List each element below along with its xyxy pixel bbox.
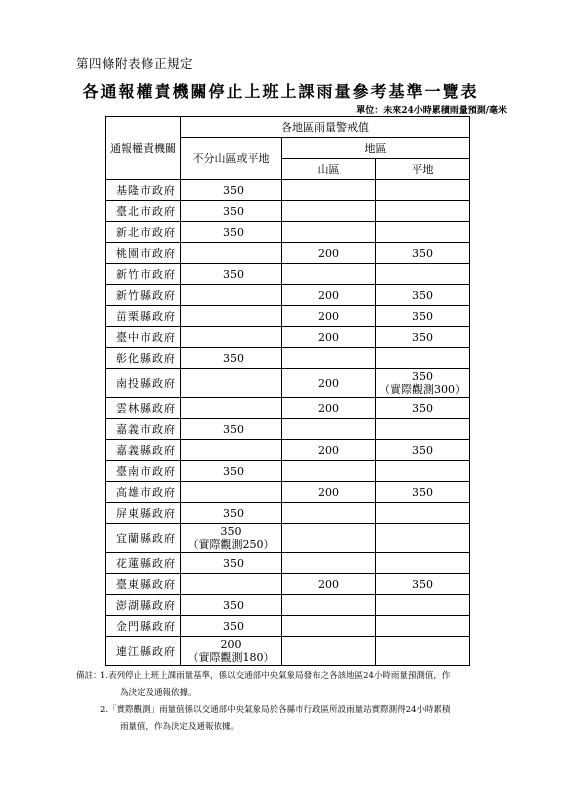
agency-cell: 臺中市政府 bbox=[106, 327, 181, 348]
table-row bbox=[106, 524, 470, 553]
notes-label: 備註： bbox=[76, 671, 102, 681]
no-split-value: 350 bbox=[220, 525, 242, 538]
no-split-value-cell bbox=[181, 595, 282, 616]
note-item bbox=[76, 668, 516, 702]
mountain-value-cell bbox=[282, 637, 376, 666]
plain-value-cell bbox=[376, 637, 470, 666]
mountain-value-cell bbox=[282, 595, 376, 616]
document-heading: 第四條附表修正規定 bbox=[76, 56, 194, 71]
plain-value: 350 bbox=[412, 401, 434, 415]
no-split-value-cell bbox=[181, 285, 282, 306]
observed-note: （實際觀測180） bbox=[187, 651, 275, 664]
plain-value-cell bbox=[376, 222, 470, 243]
agency-cell: 嘉義縣政府 bbox=[106, 440, 181, 461]
plain-value-cell bbox=[376, 440, 470, 461]
no-split-value: 350 bbox=[223, 422, 244, 436]
no-split-value-cell bbox=[181, 264, 282, 285]
table-row bbox=[106, 637, 470, 666]
mountain-value-cell bbox=[282, 553, 376, 574]
mountain-value-cell bbox=[282, 461, 376, 482]
plain-value-cell bbox=[376, 398, 470, 419]
no-split-value: 350 bbox=[223, 204, 244, 218]
header-no-split: 不分山區或平地 bbox=[181, 138, 282, 180]
plain-value-cell bbox=[376, 180, 470, 201]
plain-value-cell bbox=[376, 348, 470, 369]
table-body bbox=[106, 180, 470, 666]
agency-cell: 南投縣政府 bbox=[106, 369, 181, 398]
table-row bbox=[106, 461, 470, 482]
table-row bbox=[106, 553, 470, 574]
table-row bbox=[106, 398, 470, 419]
no-split-value-cell bbox=[181, 440, 282, 461]
notes-section bbox=[76, 668, 516, 736]
mountain-value-cell: 200 bbox=[282, 574, 376, 595]
no-split-value-cell bbox=[181, 482, 282, 503]
note-text-continued: 雨量值，作為決定及通報依據。 bbox=[120, 722, 240, 732]
table-row bbox=[106, 327, 470, 348]
plain-value-cell bbox=[376, 574, 470, 595]
agency-cell: 臺東縣政府 bbox=[106, 574, 181, 595]
no-split-value-cell bbox=[181, 461, 282, 482]
no-split-value: 350 bbox=[223, 267, 244, 281]
agency-cell: 高雄市政府 bbox=[106, 482, 181, 503]
mountain-value-cell bbox=[282, 503, 376, 524]
agency-cell: 連江縣政府 bbox=[106, 637, 181, 666]
no-split-value-cell bbox=[181, 180, 282, 201]
no-split-value: 350 bbox=[223, 183, 244, 197]
note-text-continued: 為決定及通報依據。 bbox=[120, 688, 197, 698]
agency-cell: 新竹市政府 bbox=[106, 264, 181, 285]
plain-value-cell bbox=[376, 616, 470, 637]
table-row bbox=[106, 201, 470, 222]
header-plain: 平地 bbox=[376, 159, 470, 180]
plain-value-cell bbox=[376, 503, 470, 524]
plain-value: 350 bbox=[412, 288, 434, 302]
mountain-value-cell: 200 bbox=[282, 482, 376, 503]
plain-value-cell bbox=[376, 553, 470, 574]
no-split-value-cell bbox=[181, 419, 282, 440]
observed-note: （實際觀測300） bbox=[379, 383, 467, 396]
note-text: 2.「實際觀測」雨量值係以交通部中央氣象局於各縣市行政區所設雨量站實際測得24小時累積 bbox=[100, 705, 451, 715]
agency-cell: 花蓮縣政府 bbox=[106, 553, 181, 574]
no-split-value-cell bbox=[181, 306, 282, 327]
no-split-value: 350 bbox=[223, 506, 244, 520]
plain-value: 350 bbox=[412, 577, 434, 591]
plain-value-cell bbox=[376, 201, 470, 222]
table-row bbox=[106, 369, 470, 398]
agency-cell: 雲林縣政府 bbox=[106, 398, 181, 419]
document-title: 各通報權責機關停止上班上課雨量參考基準一覽表 bbox=[82, 82, 479, 101]
mountain-value-cell: 200 bbox=[282, 285, 376, 306]
agency-cell: 苗栗縣政府 bbox=[106, 306, 181, 327]
plain-value-cell bbox=[376, 243, 470, 264]
rainfall-threshold-table bbox=[105, 116, 470, 666]
no-split-value-cell bbox=[181, 553, 282, 574]
no-split-value-cell bbox=[181, 201, 282, 222]
header-mountain: 山區 bbox=[282, 159, 376, 180]
plain-value: 350 bbox=[412, 309, 434, 323]
plain-value-cell bbox=[376, 306, 470, 327]
no-split-value-cell bbox=[181, 524, 282, 553]
table-row bbox=[106, 180, 470, 201]
mountain-value-cell bbox=[282, 222, 376, 243]
plain-value: 350 bbox=[412, 246, 434, 260]
mountain-value-cell: 200 bbox=[282, 243, 376, 264]
plain-value-cell bbox=[376, 327, 470, 348]
table-row bbox=[106, 306, 470, 327]
no-split-value-cell bbox=[181, 398, 282, 419]
plain-value-cell bbox=[376, 419, 470, 440]
plain-value-cell bbox=[376, 524, 470, 553]
note-text: 1.表列停止上班上課雨量基準，係以交通部中央氣象局發布之各該地區24小時雨量預測值，作 bbox=[100, 671, 451, 681]
table-row bbox=[106, 503, 470, 524]
no-split-value-cell bbox=[181, 637, 282, 666]
plain-value-cell bbox=[376, 369, 470, 398]
mountain-value-cell: 200 bbox=[282, 306, 376, 327]
table-row bbox=[106, 595, 470, 616]
agency-cell: 屏東縣政府 bbox=[106, 503, 181, 524]
table-row bbox=[106, 616, 470, 637]
agency-cell: 基隆市政府 bbox=[106, 180, 181, 201]
mountain-value-cell bbox=[282, 264, 376, 285]
table-row bbox=[106, 264, 470, 285]
observed-note: （實際觀測250） bbox=[187, 538, 275, 551]
table-row bbox=[106, 419, 470, 440]
plain-value-cell bbox=[376, 595, 470, 616]
no-split-value: 350 bbox=[223, 464, 244, 478]
note-item bbox=[76, 702, 516, 736]
plain-value: 350 bbox=[412, 485, 434, 499]
mountain-value-cell bbox=[282, 419, 376, 440]
no-split-value-cell bbox=[181, 243, 282, 264]
no-split-value-cell bbox=[181, 327, 282, 348]
plain-value-cell bbox=[376, 461, 470, 482]
plain-value: 350 bbox=[412, 370, 434, 383]
header-region: 地區 bbox=[282, 138, 470, 159]
no-split-value-cell bbox=[181, 574, 282, 595]
plain-value-cell bbox=[376, 482, 470, 503]
table-row bbox=[106, 574, 470, 595]
table-row bbox=[106, 285, 470, 306]
mountain-value-cell bbox=[282, 616, 376, 637]
agency-cell: 嘉義市政府 bbox=[106, 419, 181, 440]
agency-cell: 臺北市政府 bbox=[106, 201, 181, 222]
table-row bbox=[106, 440, 470, 461]
plain-value: 350 bbox=[412, 330, 434, 344]
agency-cell: 金門縣政府 bbox=[106, 616, 181, 637]
no-split-value: 350 bbox=[223, 619, 244, 633]
table-row bbox=[106, 243, 470, 264]
no-split-value: 350 bbox=[223, 598, 244, 612]
agency-cell: 宜蘭縣政府 bbox=[106, 524, 181, 553]
mountain-value-cell bbox=[282, 201, 376, 222]
no-split-value: 350 bbox=[223, 351, 244, 365]
no-split-value-cell bbox=[181, 503, 282, 524]
no-split-value: 350 bbox=[223, 556, 244, 570]
agency-cell: 澎湖縣政府 bbox=[106, 595, 181, 616]
mountain-value-cell: 200 bbox=[282, 369, 376, 398]
no-split-value: 350 bbox=[223, 225, 244, 239]
table-row bbox=[106, 348, 470, 369]
no-split-value-cell bbox=[181, 369, 282, 398]
header-warning-value: 各地區雨量警戒值 bbox=[181, 117, 470, 138]
no-split-value-cell bbox=[181, 348, 282, 369]
mountain-value-cell bbox=[282, 348, 376, 369]
mountain-value-cell bbox=[282, 524, 376, 553]
unit-label: 單位：未來24小時累積雨量預測/毫米 bbox=[356, 106, 507, 116]
mountain-value-cell bbox=[282, 180, 376, 201]
agency-cell: 桃園市政府 bbox=[106, 243, 181, 264]
agency-cell: 彰化縣政府 bbox=[106, 348, 181, 369]
agency-cell: 臺南市政府 bbox=[106, 461, 181, 482]
mountain-value-cell: 200 bbox=[282, 327, 376, 348]
plain-value: 350 bbox=[412, 443, 434, 457]
agency-cell: 新北市政府 bbox=[106, 222, 181, 243]
plain-value-cell bbox=[376, 264, 470, 285]
plain-value-cell bbox=[376, 285, 470, 306]
table-row bbox=[106, 222, 470, 243]
header-agency: 通報權責機關 bbox=[106, 117, 181, 180]
no-split-value-cell bbox=[181, 616, 282, 637]
no-split-value-cell bbox=[181, 222, 282, 243]
table-row bbox=[106, 482, 470, 503]
no-split-value: 200 bbox=[220, 638, 242, 651]
mountain-value-cell: 200 bbox=[282, 398, 376, 419]
agency-cell: 新竹縣政府 bbox=[106, 285, 181, 306]
mountain-value-cell: 200 bbox=[282, 440, 376, 461]
